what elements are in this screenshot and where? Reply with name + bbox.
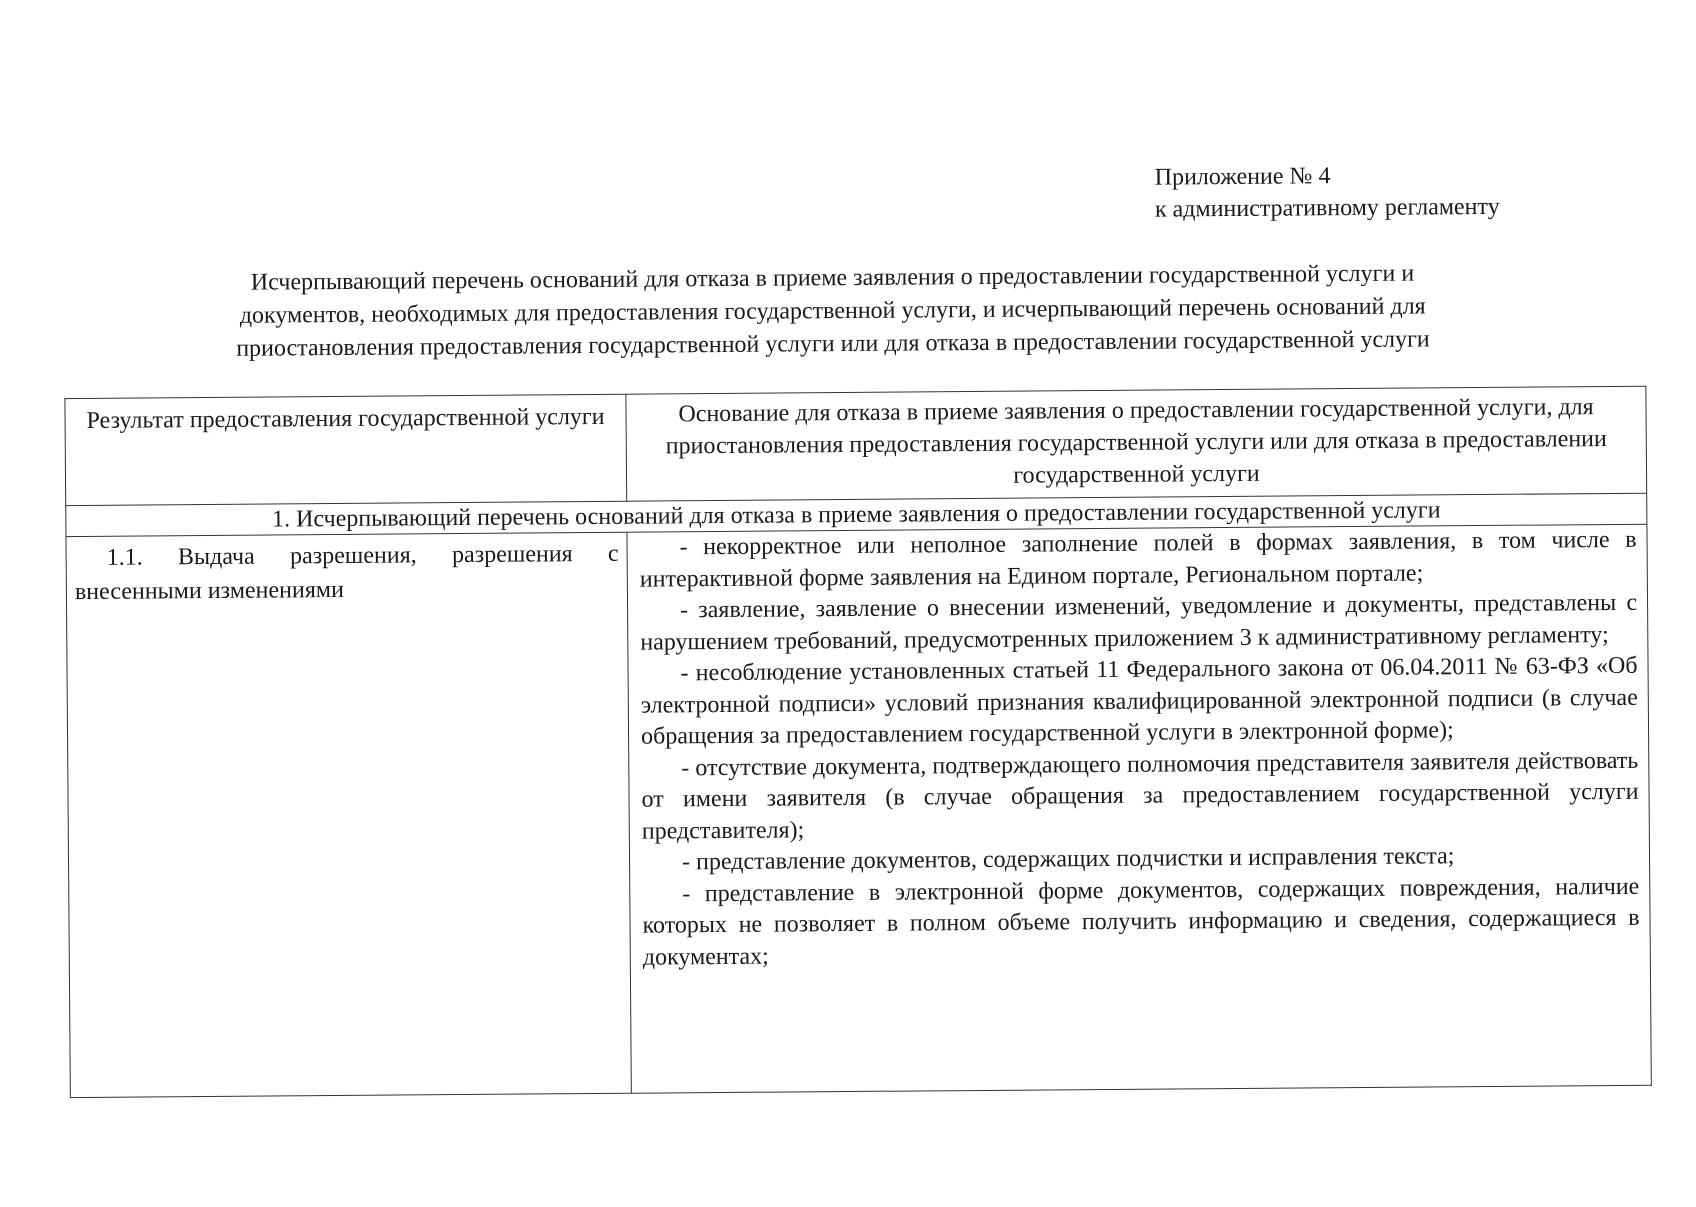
- ground-item: - отсутствие документа, подтверждающего полномочия представителя заявителя действовать от имени заявителя (в случае обращения за предоставлением государственной услуги представителя);: [641, 747, 1639, 845]
- section-title: 1. Исчерпывающий перечень оснований для отказа в приеме заявления о предоставлении государственной услуги: [66, 493, 1647, 536]
- appendix-reference: к административному регламенту: [1154, 193, 1500, 223]
- header-grounds: Основание для отказа в приеме заявления о предоставлении государственной услуги, для приостановления предоставления государственной услуги или для отказа в предоставлении государственной услуги: [626, 386, 1647, 501]
- row-result: 1.1. Выдача разрешения, разрешения с внесенными изменениями: [66, 532, 631, 1097]
- appendix-label: [1155, 159, 1500, 226]
- ground-item: - представление документов, содержащих подчистки и исправления текста;: [681, 843, 1455, 876]
- ground-item: - представление в электронной форме документов, содержащих повреждения, наличие которых не позволяет в полном объеме получить информацию и сведения, содержащиеся в документах;: [642, 873, 1640, 971]
- ground-item: - заявление, заявление о внесении изменений, уведомление и документы, представлены с нарушением требований, предусмотренных приложением 3 к административному регламенту;: [640, 589, 1638, 656]
- document-title: [107, 256, 1558, 366]
- title-line-2: документов, необходимых для предоставления государственной услуги, и исчерпывающий перечень оснований для: [239, 293, 1426, 329]
- table-header-row: [65, 386, 1647, 505]
- title-line-1: Исчерпывающий перечень оснований для отказа в приеме заявления о предоставлении государственной услуги и: [250, 260, 1415, 296]
- appendix-number: Приложение № 4: [1154, 163, 1331, 191]
- row-grounds: [627, 524, 1651, 1093]
- table-row: [66, 524, 1651, 1097]
- grounds-table: [64, 386, 1651, 1098]
- ground-item: - некорректное или неполное заполнение полей в формах заявления, в том числе в интерактивной форме заявления на Едином портале, Региональном портале;: [639, 526, 1637, 593]
- ground-item: - несоблюдение установленных статьей 11 Федерального закона от 06.04.2011 № 63-ФЗ «Об электронной подписи» условий признания квалифицированной электронной подписи (в случае обращения за предоставлением государственной услуги в электронной форме);: [640, 652, 1638, 750]
- header-result: Результат предоставления государственной услуги: [65, 394, 627, 505]
- title-line-3: приостановления предоставления государственной услуги или для отказа в предоставлении государственной услуги: [236, 326, 1430, 362]
